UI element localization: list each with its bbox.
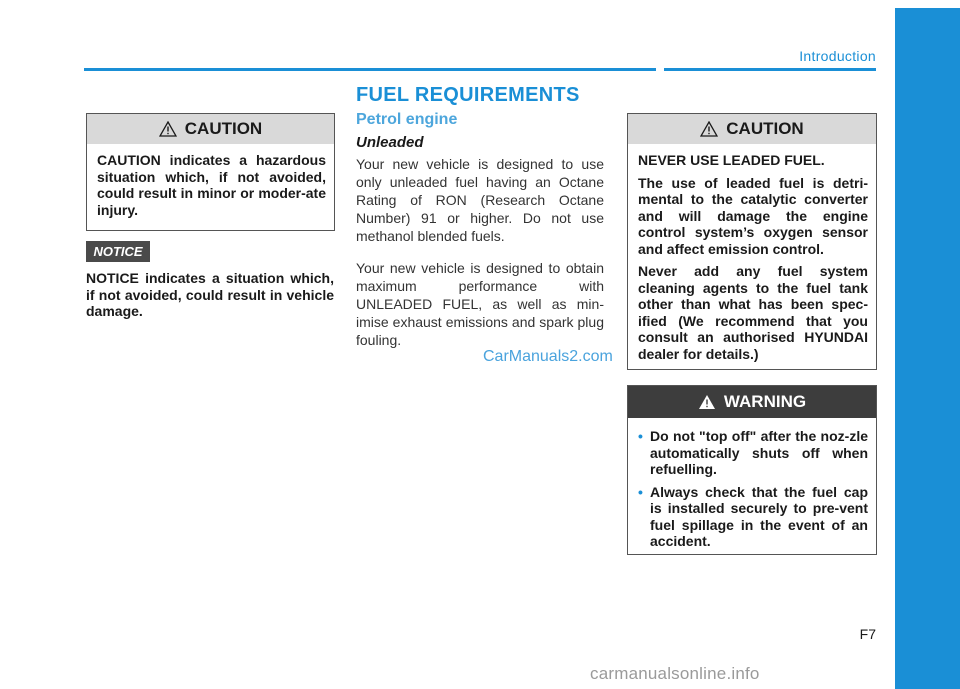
page-number: F7 bbox=[859, 626, 876, 642]
subheading-unleaded: Unleaded bbox=[356, 134, 424, 151]
list-item: • Do not "top off" after the noz-zle automatically shuts off when refuelling. bbox=[638, 428, 868, 478]
caution-box-left bbox=[86, 113, 335, 231]
caution-body-right bbox=[628, 144, 876, 374]
caution-para-1: NEVER USE LEADED FUEL. bbox=[638, 152, 825, 168]
warning-triangle-icon bbox=[698, 394, 716, 410]
caution-para-3: Never add any fuel system cleaning agents to the fuel tank other than what has been spec-ified (We recommend that you consult an authorised HYUNDAI dealer for details.) bbox=[638, 263, 868, 362]
paragraph-fuel-octane: Your new vehicle is designed to use only unleaded fuel having an Octane Rating of RON (Research Octane Number) 91 or higher. Do not use methanol blended fuels. bbox=[356, 156, 604, 244]
warning-list bbox=[638, 428, 868, 550]
warning-label: WARNING bbox=[723, 392, 807, 411]
caution-para-2: The use of leaded fuel is detri-mental to the catalytic converter and will damage the engine control system’s oxygen sensor and affect emission control. bbox=[638, 174, 868, 257]
caution-text: CAUTION indicates a hazardous situation which, if not avoided, could result in minor or moder-ate injury. bbox=[97, 152, 326, 218]
notice-badge: NOTICE bbox=[86, 241, 150, 262]
warning-triangle-icon bbox=[159, 121, 177, 137]
caution-header-right bbox=[628, 114, 876, 144]
caution-body bbox=[87, 144, 334, 230]
caution-label-right: CAUTION bbox=[726, 119, 804, 138]
page-title: FUEL REQUIREMENTS bbox=[356, 84, 580, 106]
notice-text: NOTICE indicates a situation which, if not avoided, could result in vehicle damage. bbox=[86, 270, 334, 319]
subheading-petrol-engine: Petrol engine bbox=[356, 111, 458, 128]
caution-header bbox=[87, 114, 334, 144]
warning-triangle-icon bbox=[700, 121, 718, 137]
section-title: Introduction bbox=[799, 48, 876, 64]
site-watermark: carmanualsonline.info bbox=[590, 664, 760, 683]
list-item: • Always check that the fuel cap is installed securely to pre-vent fuel spillage in the event of an accident. bbox=[638, 484, 868, 550]
caution-box-right bbox=[627, 113, 877, 370]
caution-label: CAUTION bbox=[184, 119, 263, 138]
warning-header bbox=[628, 386, 876, 418]
blue-side-tab bbox=[895, 8, 960, 689]
section-rule bbox=[84, 68, 876, 71]
paragraph-unleaded-performance: Your new vehicle is designed to obtain maximum performance with UNLEADED FUEL, as well as min-imise exhaust emissions and spark plug fouling. bbox=[356, 260, 604, 348]
carmanuals-watermark: CarManuals2.com bbox=[483, 348, 613, 365]
rule-gap bbox=[656, 68, 664, 71]
warning-box bbox=[627, 385, 877, 555]
warning-body bbox=[628, 418, 876, 562]
